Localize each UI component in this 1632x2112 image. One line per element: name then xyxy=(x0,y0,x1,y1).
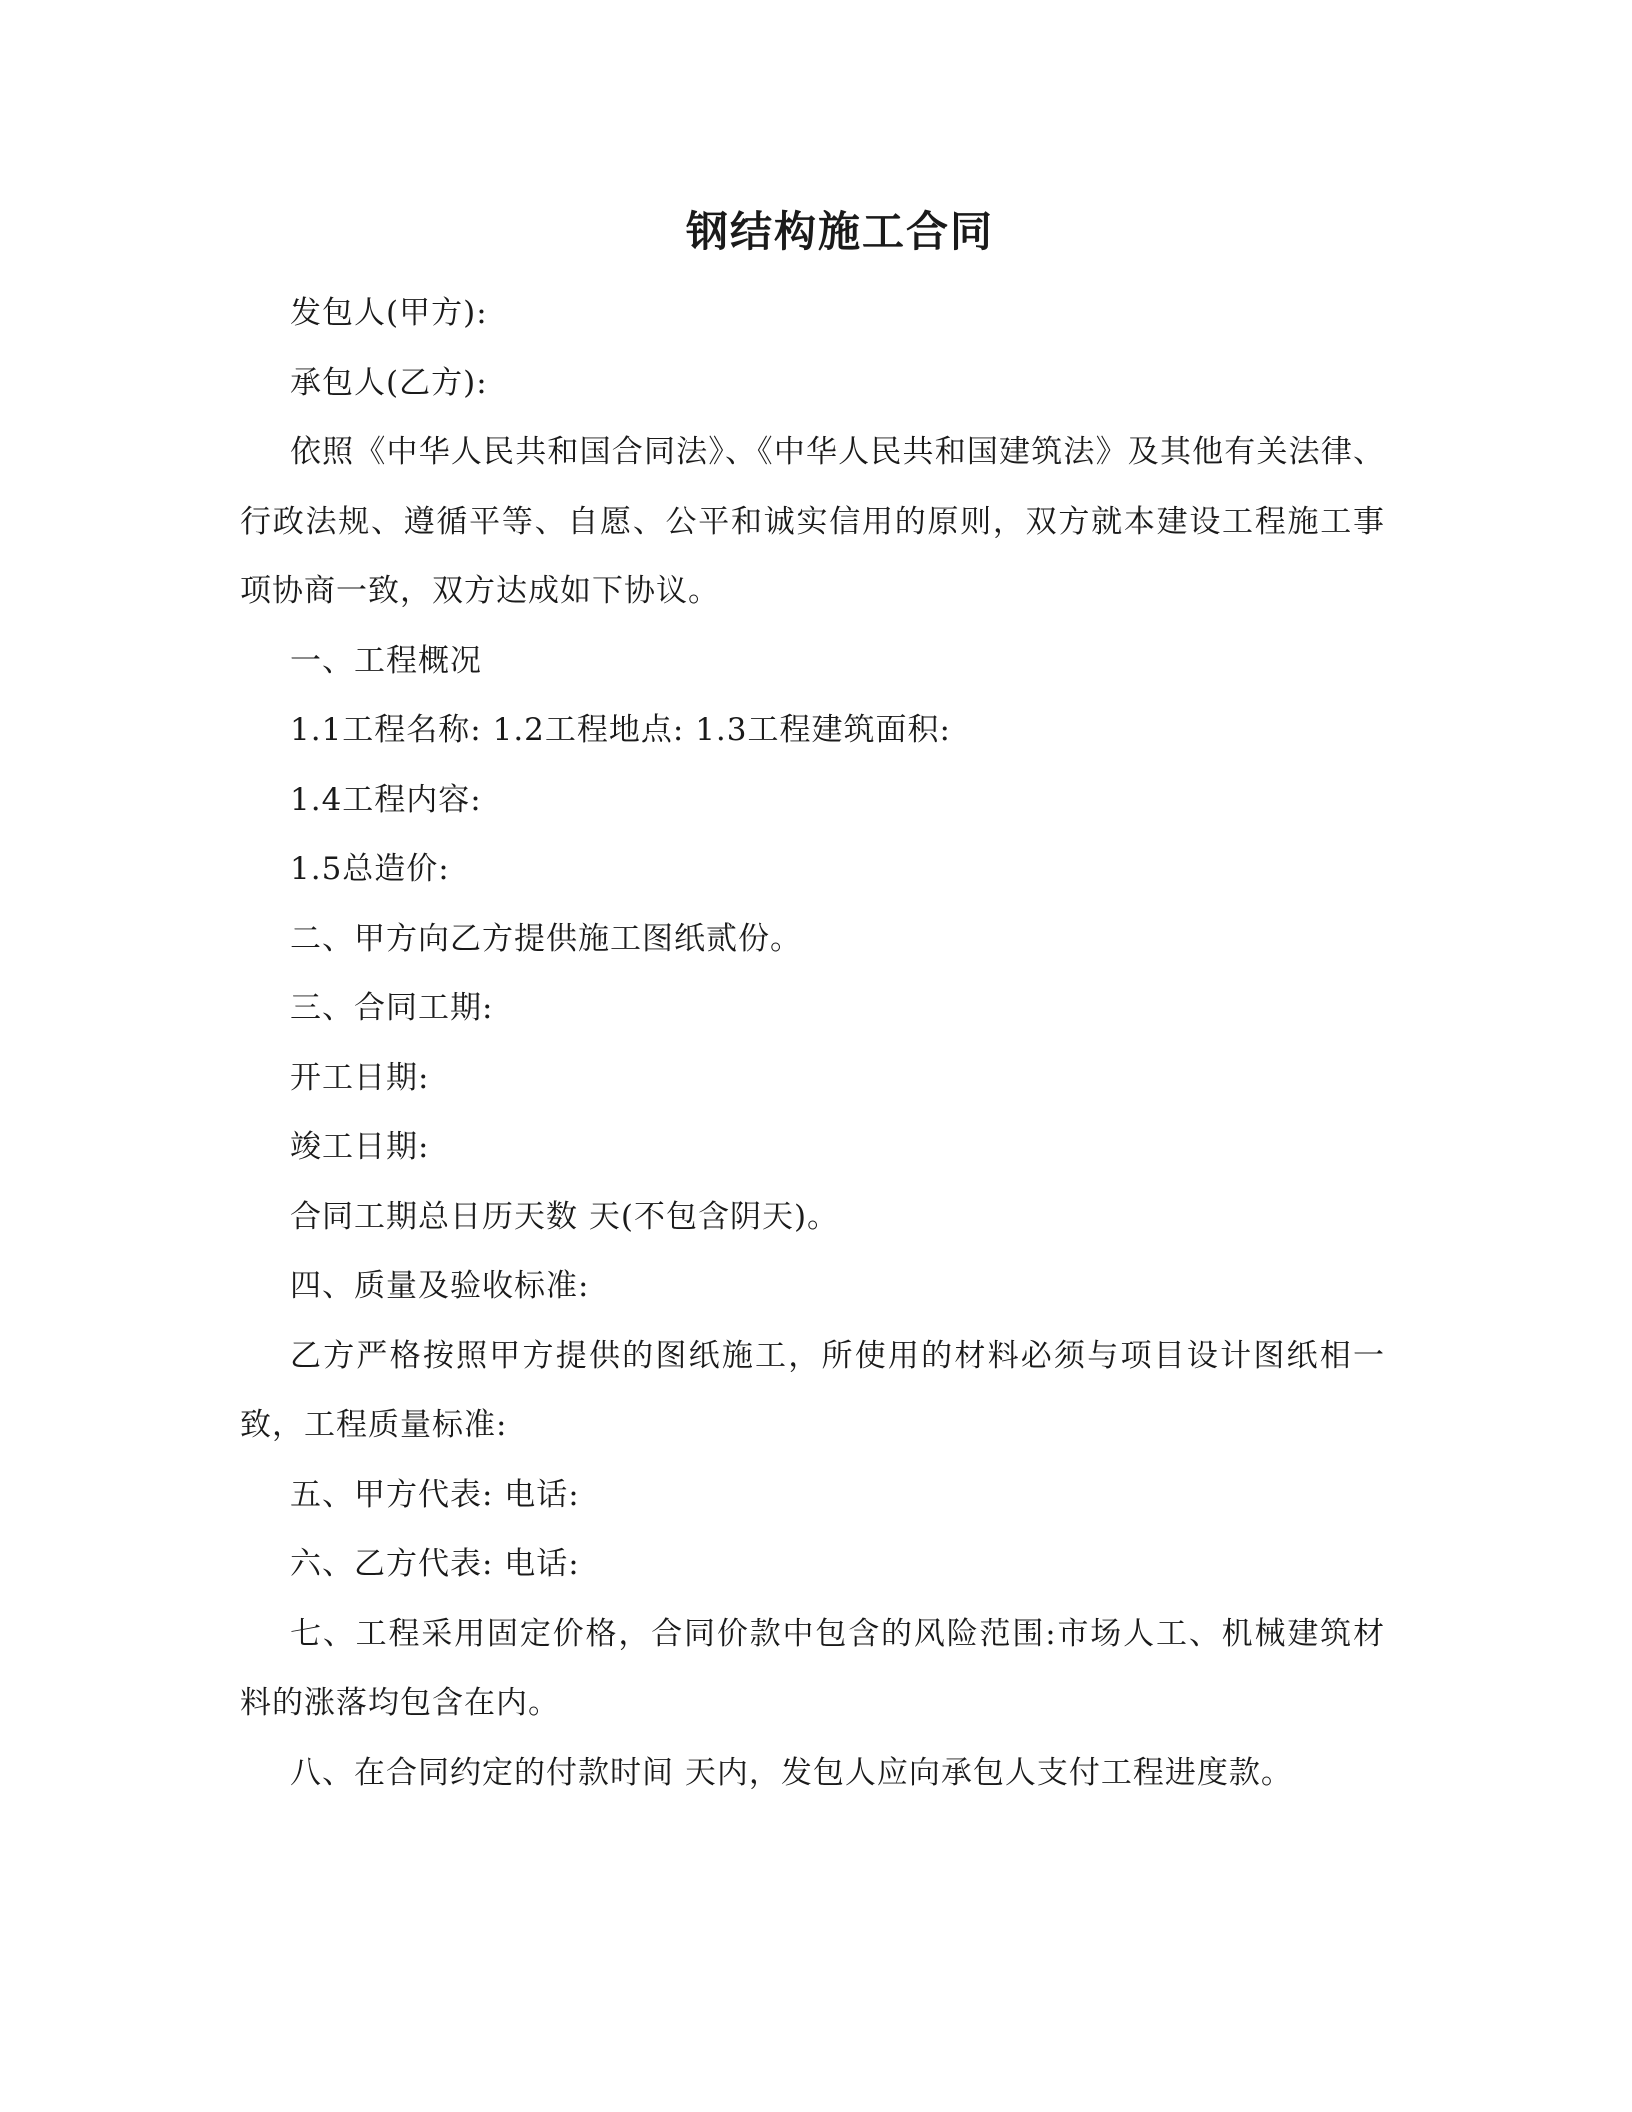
paragraph-section-1-5: 1.5总造价: xyxy=(290,851,450,887)
paragraph-section-3-heading: 三、合同工期: xyxy=(290,990,494,1026)
paragraph-section-8: 八、在合同约定的付款时间 天内，发包人应向承包人支付工程进度款。 xyxy=(290,1754,1293,1791)
paragraph-preamble: 依照《中华人民共和国合同法》、《中华人民共和国建筑法》及其他有关法律、行政法规、遵循平等、自愿、公平和诚实信用的原则，双方就本建设工程施工事项协商一致，双方达成如下协议。 xyxy=(240,434,1385,609)
paragraph-section-1-1: 1.1工程名称: 1.2工程地点: 1.3工程建筑面积: xyxy=(290,712,951,748)
paragraph-section-2: 二、甲方向乙方提供施工图纸贰份。 xyxy=(290,920,802,957)
paragraph-section-1-4: 1.4工程内容: xyxy=(290,781,482,818)
paragraph-section-7: 七、工程采用固定价格，合同价款中包含的风险范围:市场人工、机械建筑材料的涨落均包含在内。 xyxy=(240,1615,1385,1721)
paragraph-section-4-body: 乙方严格按照甲方提供的图纸施工，所使用的材料必须与项目设计图纸相一致，工程质量标准: xyxy=(240,1337,1385,1443)
paragraph-party-b: 承包人(乙方): xyxy=(290,364,488,401)
paragraph-section-1-heading: 一、工程概况 xyxy=(290,642,482,679)
paragraph-section-5: 五、甲方代表: 电话: xyxy=(290,1476,580,1513)
paragraph-start-date: 开工日期: xyxy=(290,1059,430,1096)
paragraph-completion-date: 竣工日期: xyxy=(290,1129,430,1165)
paragraph-total-days: 合同工期总日历天数 天(不包含阴天)。 xyxy=(290,1198,840,1235)
paragraph-party-a: 发包人(甲方): xyxy=(290,295,488,331)
paragraph-section-4-heading: 四、质量及验收标准: xyxy=(290,1268,590,1304)
document-body xyxy=(240,279,1385,1808)
paragraph-section-6: 六、乙方代表: 电话: xyxy=(290,1546,580,1582)
document-title: 钢结构施工合同 xyxy=(685,207,994,256)
